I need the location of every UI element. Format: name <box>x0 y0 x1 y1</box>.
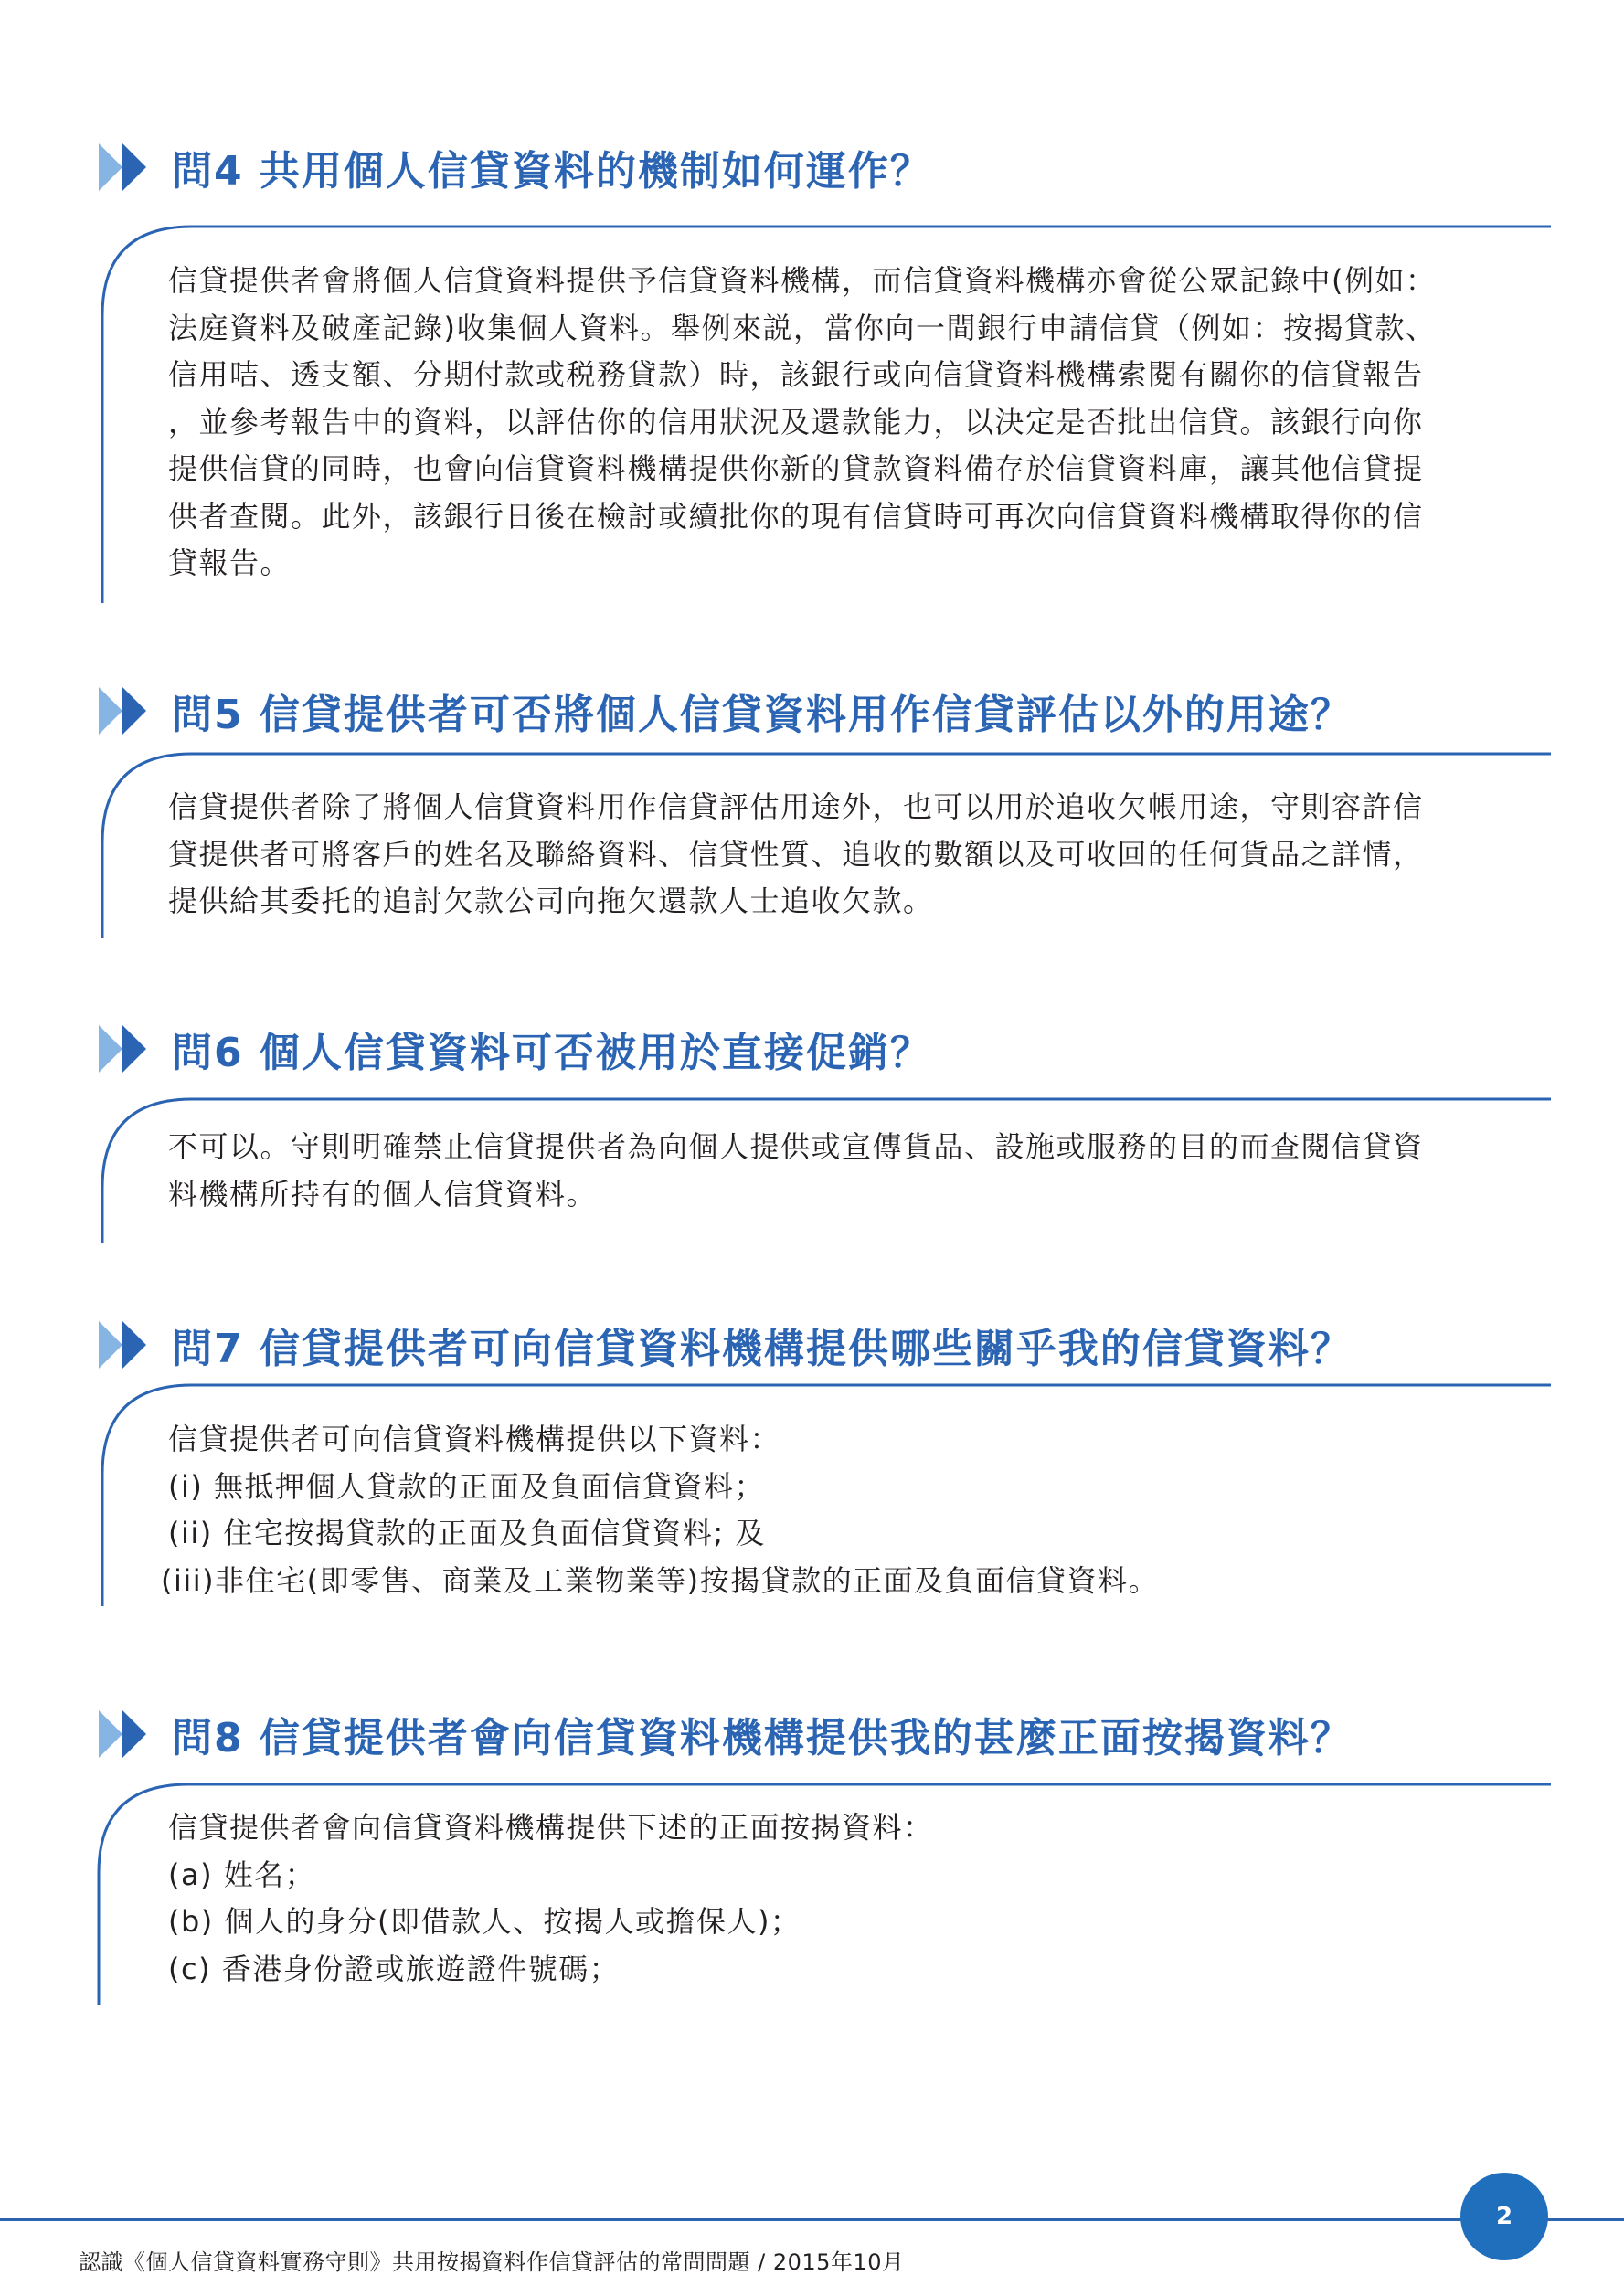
answer-line: 不可以。守則明確禁止信貸提供者為向個人提供或宣傳貨品、設施或服務的目的而查閱信貸資 <box>168 1129 1424 1164</box>
double-arrow-icon <box>99 1317 154 1372</box>
question-header <box>99 1021 932 1076</box>
answer-line: 信貸提供者會向信貸資料機構提供下述的正面按揭資料： <box>168 1810 934 1845</box>
double-arrow-icon <box>99 683 154 738</box>
answer-line: 法庭資料及破產記錄)收集個人資料。舉例來説，當你向一間銀行申請信貸（例如：按揭貸款、 <box>168 310 1437 345</box>
double-arrow-icon <box>99 140 154 195</box>
double-arrow-icon <box>99 1021 154 1076</box>
list-item: (b) 個人的身分(即借款人、按揭人或擔保人)； <box>168 1904 801 1939</box>
answer-text <box>168 258 1557 587</box>
answer-text <box>168 1124 1557 1218</box>
list-item: (c) 香港身份證或旅遊證件號碼； <box>168 1951 621 1986</box>
page-number-badge: 2 <box>1460 2173 1548 2260</box>
question-title: 問4 共用個人信貸資料的機制如何運作？ <box>172 148 932 195</box>
question-title: 問8 信貸提供者會向信貸資料機構提供我的甚麼正面按揭資料？ <box>172 1715 1353 1762</box>
question-header <box>99 1317 1353 1372</box>
answer-line: ，並參考報告中的資料，以評估你的信用狀況及還款能力，以決定是否批出信貸。該銀行向你 <box>168 404 1424 439</box>
footer-divider <box>0 2218 1624 2221</box>
answer-line: 料機構所持有的個人信貸資料。 <box>168 1176 598 1211</box>
question-title: 問6 個人信貸資料可否被用於直接促銷？ <box>172 1030 932 1076</box>
question-header <box>99 1707 1353 1762</box>
answer-line: 貸報告。 <box>168 545 292 580</box>
answer-line: 信用咭、透支額、分期付款或税務貸款）時，該銀行或向信貸資料機構索閱有關你的信貸報告 <box>168 357 1424 392</box>
answer-line: 提供給其委托的追討欠款公司向拖欠還款人士追收欠款。 <box>168 883 934 918</box>
answer-text <box>161 1416 1557 1604</box>
answer-text <box>168 784 1557 926</box>
answer-text <box>168 1804 1557 1993</box>
list-item: (a) 姓名； <box>168 1857 316 1892</box>
answer-line: 提供信貸的同時，也會向信貸資料機構提供你新的貸款資料備存於信貸資料庫，讓其他信貸提 <box>168 451 1424 486</box>
answer-line: 貸提供者可將客戶的姓名及聯絡資料、信貸性質、追收的數額以及可收回的任何貨品之詳情， <box>168 836 1424 872</box>
answer-line: 信貸提供者除了將個人信貸資料用作信貸評估用途外，也可以用於追收欠帳用途，守則容許信 <box>168 789 1424 824</box>
footer-caption: 認識《個人信貸資料實務守則》共用按揭資料作信貸評估的常問問題 / 2015年10月 <box>79 2249 905 2275</box>
question-header <box>99 140 932 195</box>
list-item: (ii) 住宅按揭貸款的正面及負面信貸資料; 及 <box>168 1516 766 1550</box>
question-title: 問5 信貸提供者可否將個人信貸資料用作信貸評估以外的用途？ <box>172 692 1353 738</box>
double-arrow-icon <box>99 1707 154 1762</box>
answer-line: 信貸提供者會將個人信貸資料提供予信貸資料機構，而信貸資料機構亦會從公眾記錄中(例如： <box>168 263 1437 298</box>
question-header <box>99 683 1353 738</box>
list-item: (iii)非住宅(即零售、商業及工業物業等)按揭貸款的正面及負面信貸資料。 <box>161 1562 1160 1598</box>
question-title: 問7 信貸提供者可向信貸資料機構提供哪些關乎我的信貸資料？ <box>172 1326 1353 1372</box>
answer-line: 供者查閱。此外，該銀行日後在檢討或續批你的現有信貸時可再次向信貸資料機構取得你的信 <box>168 498 1424 534</box>
answer-line: 信貸提供者可向信貸資料機構提供以下資料： <box>168 1422 781 1456</box>
list-item: (i) 無抵押個人貸款的正面及負面信貸資料； <box>168 1468 766 1504</box>
